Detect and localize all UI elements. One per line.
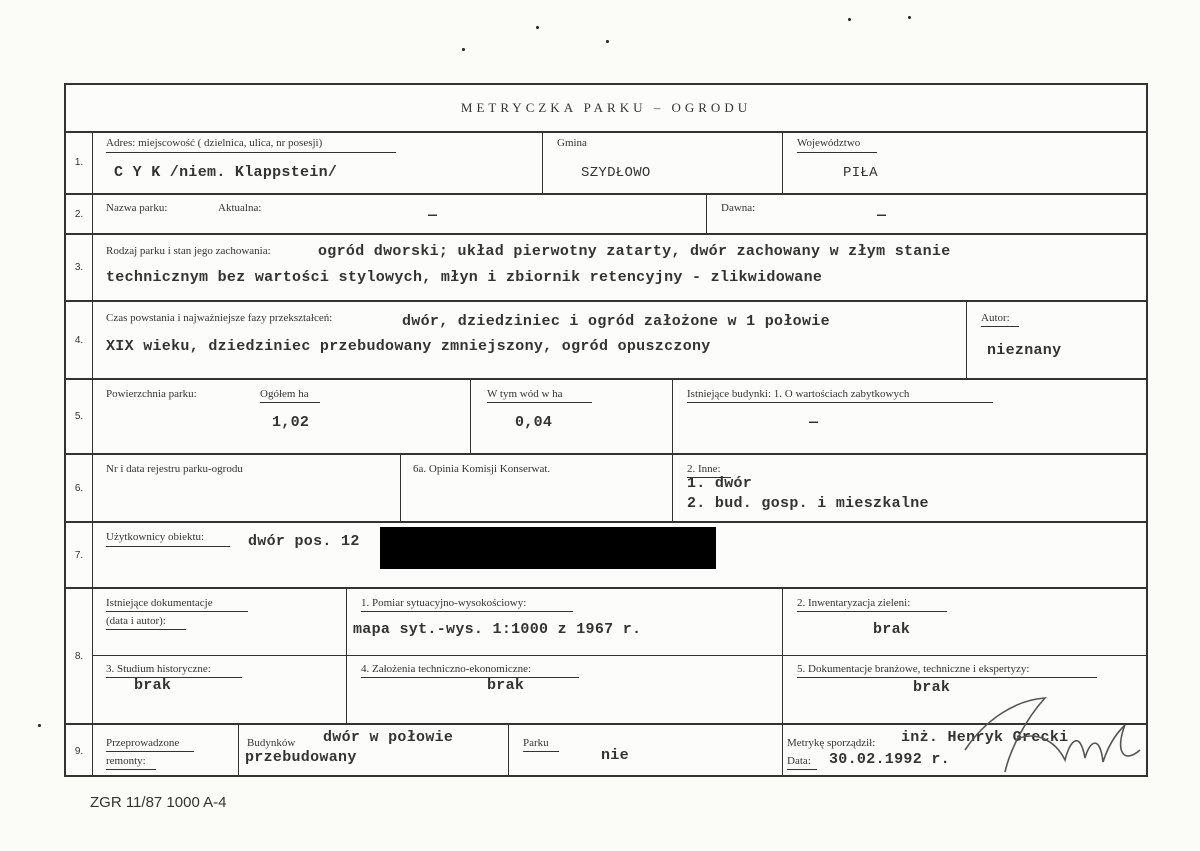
park-type-label: Rodzaj parku i stan jego zachowania:	[106, 245, 271, 257]
row-number: 7.	[66, 523, 93, 587]
row-address	[66, 131, 1146, 195]
docs-label-line1: Istniejące dokumentacje	[106, 597, 213, 609]
row-number: 9.	[66, 725, 93, 777]
row-history	[66, 302, 1146, 380]
row-number: 1.	[66, 131, 93, 193]
buildings-label: Istniejące budynki: 1. O wartościach zabytkowych	[687, 388, 910, 400]
repairs-buildings-cell	[238, 725, 508, 777]
inventory-label: 2. Inwentaryzacja zieleni:	[797, 597, 911, 609]
row-number: 8.	[66, 589, 93, 723]
park-type-line2: technicznym bez wartości stylowych, młyn i zbiornik retencyjny - zlikwidowane	[106, 269, 823, 286]
repairs-buildings-line2: przebudowany	[245, 749, 357, 766]
card-title: METRYCZKA PARKU – OGRODU	[66, 85, 1146, 133]
row-number: 4.	[66, 302, 93, 378]
date-value: 30.02.1992 r.	[829, 751, 950, 768]
repairs-park-label: Parku	[523, 737, 549, 749]
speck	[908, 16, 911, 19]
history-label: Czas powstania i najważniejsze fazy przekształceń:	[106, 312, 333, 324]
speck	[38, 724, 41, 727]
survey-cell	[346, 589, 782, 655]
speck	[462, 48, 465, 51]
voivodeship-cell	[782, 131, 1148, 193]
date-label: Data:	[787, 755, 811, 767]
repairs-park-cell	[508, 725, 782, 777]
users-label: Użytkownicy obiektu:	[106, 531, 205, 543]
other-buildings-cell	[672, 455, 1148, 521]
water-label: W tym wód w ha	[487, 388, 563, 400]
author-label: Autor:	[981, 312, 1010, 324]
other-label: 2. Inne:	[687, 463, 721, 475]
row-park-name	[66, 195, 1146, 235]
history-line1: dwór, dziedziniec i ogród założone w 1 połowie	[402, 313, 830, 330]
speck	[848, 18, 851, 21]
former-name-cell	[706, 195, 1148, 233]
form-code: ZGR 11/87 1000 A-4	[90, 794, 227, 811]
row-park-type	[66, 235, 1146, 302]
inventory-value: brak	[873, 621, 911, 638]
register-label: Nr i data rejestru parku-ogrodu	[106, 463, 243, 475]
speck	[606, 40, 609, 43]
prepared-label: Metrykę sporządził:	[787, 737, 876, 749]
branch-value: brak	[913, 679, 951, 696]
speck	[536, 26, 539, 29]
tech-cell	[346, 655, 782, 725]
branch-label: 5. Dokumentacje branżowe, techniczne i ekspertyzy:	[797, 663, 1030, 675]
area-label: Powierzchnia parku:	[106, 388, 197, 400]
address-label: Adres: miejscowość ( dzielnica, ulica, nr posesji)	[106, 137, 323, 149]
gmina-cell	[542, 131, 782, 193]
buildings-cell	[672, 380, 1148, 453]
voivodeship-label: Województwo	[797, 137, 861, 149]
repairs-label-line2: remonty:	[106, 755, 146, 767]
repairs-buildings-line1: dwór w połowie	[323, 729, 454, 746]
row-number: 3.	[66, 235, 93, 300]
former-name-value: —	[877, 207, 887, 224]
buildings-value: —	[809, 414, 819, 431]
repairs-buildings-label: Budynków	[247, 737, 296, 749]
former-name-label: Dawna:	[721, 202, 756, 214]
voivodeship-value: PIŁA	[843, 165, 878, 181]
current-name-label: Aktualna:	[218, 202, 262, 214]
total-area-label: Ogółem ha	[260, 388, 309, 400]
redaction-block	[380, 527, 716, 569]
survey-label: 1. Pomiar sytuacyjno-wysokościowy:	[361, 597, 527, 609]
docs-label-line2: (data i autor):	[106, 615, 166, 627]
inventory-cell	[782, 589, 1148, 655]
row-area	[66, 380, 1146, 455]
survey-value: mapa syt.-wys. 1:1000 z 1967 r.	[353, 621, 642, 638]
tech-label: 4. Założenia techniczno-ekonomiczne:	[361, 663, 532, 675]
park-record-card	[64, 83, 1148, 777]
park-name-label: Nazwa parku:	[106, 202, 168, 214]
author-cell	[966, 302, 1148, 378]
gmina-label: Gmina	[557, 137, 587, 149]
history-line2: XIX wieku, dziedziniec przebudowany zmniejszony, ogród opuszczony	[106, 338, 711, 355]
row-number: 2.	[66, 195, 93, 233]
current-name-value: —	[428, 207, 438, 224]
opinion-label: 6a. Opinia Komisji Konserwat.	[413, 463, 551, 475]
address-value: C Y K /niem. Klappstein/	[114, 164, 338, 181]
history-study-value: brak	[134, 677, 172, 694]
history-study-label: 3. Studium historyczne:	[106, 663, 211, 675]
total-area-value: 1,02	[272, 414, 310, 431]
gmina-value: SZYDŁOWO	[581, 165, 651, 181]
users-value: dwór pos. 12	[248, 533, 360, 550]
park-type-line1: ogród dworski; układ pierwotny zatarty, dwór zachowany w złym stanie	[318, 243, 951, 260]
author-value: nieznany	[987, 342, 1062, 359]
row-number: 5.	[66, 380, 93, 453]
handwritten-signature	[955, 680, 1145, 780]
repairs-park-value: nie	[601, 747, 629, 764]
tech-value: brak	[487, 677, 525, 694]
other-line2: 2. bud. gosp. i mieszkalne	[687, 495, 929, 512]
prepared-value: inż. Henryk Grecki	[901, 729, 1069, 746]
water-value: 0,04	[515, 414, 553, 431]
row-register	[66, 455, 1146, 523]
repairs-label-line1: Przeprowadzone	[106, 737, 180, 749]
water-cell	[470, 380, 672, 453]
opinion-cell	[400, 455, 672, 521]
other-line1: 1. dwór	[687, 475, 753, 492]
row-number: 6.	[66, 455, 93, 521]
